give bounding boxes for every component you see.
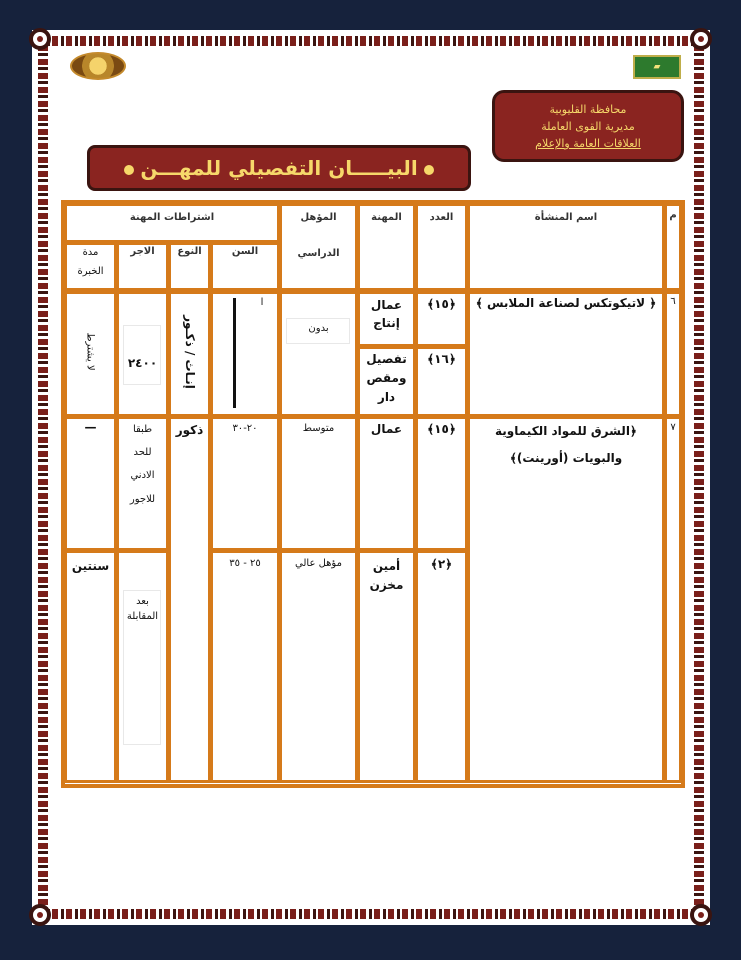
corner-ornament-icon <box>29 904 51 926</box>
header-experience-line1: مدة <box>82 247 99 258</box>
row7-experience2-cell <box>64 550 117 783</box>
header-facility: اسم المنشأة <box>534 212 598 223</box>
row7-count2: ﴿٢﴾ <box>430 557 453 571</box>
header-gender: النوع <box>177 246 202 257</box>
row7-age1: ٢٠-٣٠ <box>232 423 258 434</box>
row6-age-bracket-line <box>233 298 236 408</box>
row6-profession1-line1: عمال <box>370 298 403 312</box>
frame-border-top <box>38 36 704 46</box>
org-department: العلاقات العامة والإعلام <box>535 137 641 150</box>
government-emblem-icon <box>70 52 126 80</box>
row7-experience1-cell <box>64 416 117 551</box>
header-age: السن <box>231 246 259 257</box>
row7-qualification1-cell <box>279 416 358 551</box>
header-requirements: اشتراطات المهنة <box>129 212 215 223</box>
row6-age: ا <box>260 297 264 308</box>
row7-count1-cell <box>415 416 468 551</box>
corner-ornament-icon <box>690 904 712 926</box>
row6-facility: ﴿ لاتيكوتكس لصناعة الملابس ﴾ <box>475 296 657 310</box>
row7-wage1-line2: للحد <box>133 447 152 458</box>
row6-profession1-line2: إنتاج <box>373 316 400 330</box>
header-count: العدد <box>429 212 454 223</box>
row7-experience2: سنتين <box>71 559 110 573</box>
bullet-icon <box>424 165 434 175</box>
row6-profession2-line3: دار <box>377 390 396 404</box>
header-cell-requirements <box>64 203 280 243</box>
row7-wage1-line3: الادني <box>130 470 155 481</box>
row7-wage2-line1: بعد <box>136 596 149 607</box>
page-title-box <box>87 145 471 191</box>
row7-qualification2-cell <box>279 550 358 783</box>
row6-count1: ﴿١٥﴾ <box>427 297 456 311</box>
organization-box <box>492 90 684 162</box>
frame-border-right <box>694 36 704 919</box>
row6-age-cell <box>210 291 280 417</box>
header-qualification-sub: الدراسي <box>297 248 340 259</box>
page-title: البيـــــان التفصيلي للمهـــن <box>140 156 418 180</box>
row7-age2: ٢٥ - ٣٥ <box>229 558 261 569</box>
row7-count2-cell <box>415 550 468 783</box>
header-profession: المهنة <box>371 212 402 223</box>
corner-ornament-icon <box>29 28 51 50</box>
row6-wage: ٢٤٠٠ <box>127 356 158 370</box>
row7-wage1-line1: طبقا <box>132 424 153 435</box>
row7-facility-line1: ﴿الشرق للمواد الكيماوية <box>495 424 637 438</box>
row7-gender-cell <box>168 416 211 783</box>
frame-border-left <box>38 36 48 919</box>
row7-facility-line2: والبويات (أورينت)﴾ <box>509 451 623 465</box>
row6-count2: ﴿١٦﴾ <box>427 352 456 366</box>
header-experience-line2: الخبرة <box>77 266 104 277</box>
row7-profession1-cell <box>357 416 416 551</box>
row7-wage1-cell <box>116 416 169 551</box>
row7-profession2-line2: مخزن <box>369 578 404 592</box>
row7-experience1: — <box>84 420 97 434</box>
header-index: م <box>669 210 677 221</box>
corner-ornament-icon <box>690 28 712 50</box>
row7-count1: ﴿١٥﴾ <box>427 422 456 436</box>
row7-gender: ذكور <box>175 423 204 437</box>
row7-qualification2: مؤهل عالي <box>295 558 342 569</box>
row6-qualification-cell <box>279 291 358 417</box>
header-wage: الاجر <box>130 246 155 257</box>
row7-wage2-line2: المقابلة <box>126 611 159 622</box>
row7-index: ٧ <box>670 422 676 433</box>
row7-age2-cell <box>210 550 280 783</box>
row7-profession1: عمال <box>370 422 403 436</box>
row6-gender: إنـاث / ذكـور <box>183 315 197 389</box>
row7-qualification1: متوسط <box>302 423 335 434</box>
row6-wage-box <box>123 325 161 385</box>
row7-wage1-line4: للاجور <box>129 494 156 505</box>
org-governorate: محافظة القليوبية <box>549 103 627 116</box>
row7-index-cell <box>664 416 682 783</box>
row7-age1-cell <box>210 416 280 551</box>
row6-index-cell <box>664 291 682 417</box>
frame-border-bottom <box>38 909 704 919</box>
row6-experience: لا يشترط <box>84 332 96 371</box>
bullet-icon <box>124 165 134 175</box>
row7-profession2-line1: أمين <box>372 559 401 573</box>
org-directorate: مديرية القوى العاملة <box>541 120 635 133</box>
row6-profession2-line1: تفصيل <box>366 352 407 366</box>
ministry-logo-icon: ▰ <box>633 55 681 79</box>
header-qualification: المؤهل <box>300 212 337 223</box>
row7-facility-cell <box>467 416 665 783</box>
row6-index: ٦ <box>670 296 676 307</box>
row6-profession2-line2: ومقص <box>366 371 407 385</box>
row6-qualification: بدون <box>308 323 329 334</box>
